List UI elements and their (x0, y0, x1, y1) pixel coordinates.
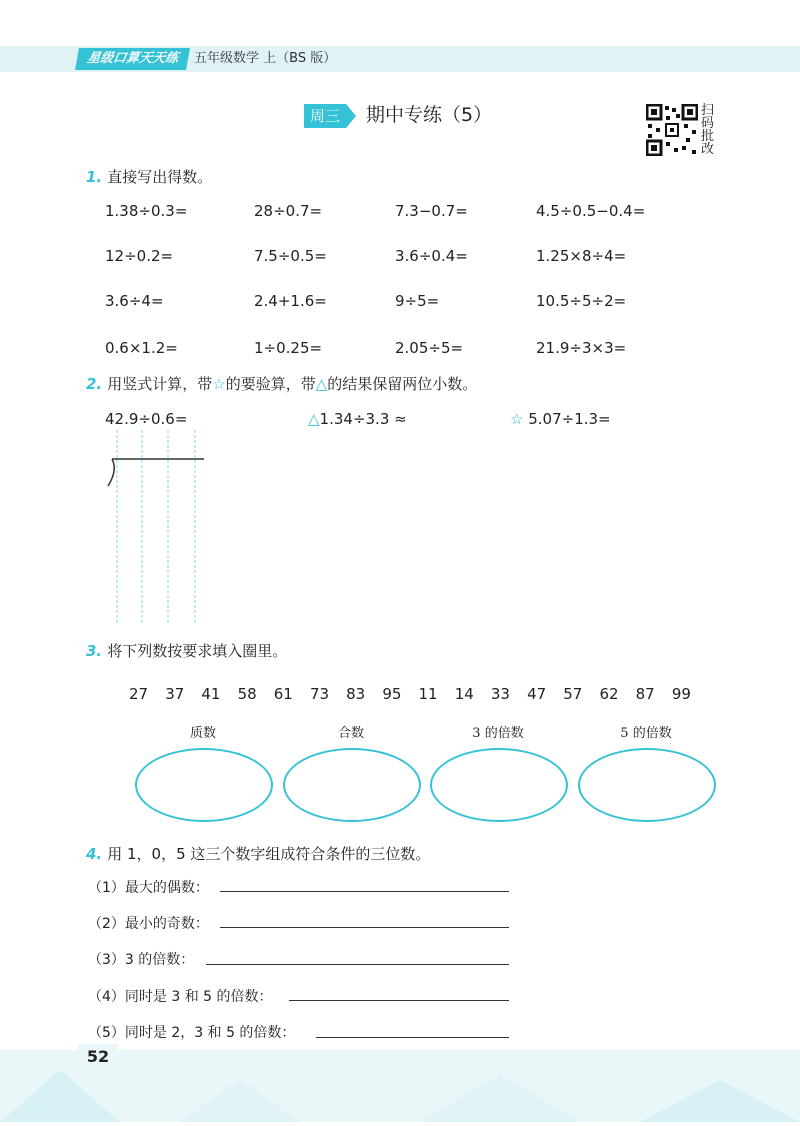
q1-cell: 2.05÷5= (395, 339, 464, 357)
q1-cell: 12÷0.2= (105, 247, 174, 265)
set-label-multiple-3: 3 的倍数 (472, 726, 524, 741)
q2-item-2-text: 1.34÷3.3 ≈ (319, 410, 407, 428)
triangle-icon: △ (308, 410, 320, 428)
answer-line[interactable] (289, 999, 509, 1001)
q1-cell: 4.5÷0.5−0.4= (536, 202, 646, 220)
page-number: 52 (78, 1044, 118, 1070)
number-item: 99 (671, 685, 691, 703)
q1-cell: 3.6÷4= (105, 292, 164, 310)
q4-number: 4. (86, 845, 103, 863)
q2-text-c: 的结果保留两位小数。 (327, 375, 478, 393)
q4-text: 用 1，0，5 这三个数字组成符合条件的三位数。 (107, 845, 431, 863)
number-item: 95 (382, 685, 402, 703)
number-item: 27 (129, 685, 149, 703)
q3-heading (86, 640, 287, 661)
q2-item-3-text: 5.07÷1.3= (528, 410, 611, 428)
number-item: 11 (418, 685, 438, 703)
oval-prime[interactable] (135, 748, 273, 822)
q1-cell: 7.3−0.7= (395, 202, 468, 220)
footer-background (0, 1050, 800, 1122)
footer-pattern (0, 1050, 800, 1122)
number-item: 58 (237, 685, 257, 703)
number-item: 87 (635, 685, 655, 703)
q1-cell: 10.5÷5÷2= (536, 292, 627, 310)
q4-item-4-label: （4）同时是 3 和 5 的倍数： (88, 989, 273, 1005)
answer-line[interactable] (220, 890, 509, 892)
q2-item-3 (510, 410, 611, 428)
day-tab: 周三 (304, 104, 346, 128)
q1-cell: 28÷0.7= (254, 202, 323, 220)
number-item: 33 (490, 685, 510, 703)
q4-item-1-label: （1）最大的偶数： (88, 880, 209, 896)
q1-text: 直接写出得数。 (107, 168, 213, 186)
number-item: 61 (273, 685, 293, 703)
q2-text-b: 的要验算，带 (225, 375, 316, 393)
scan-label: 扫码批改 (701, 103, 715, 157)
number-item: 41 (201, 685, 221, 703)
q4-item-3-label: （3）3 的倍数： (88, 952, 195, 968)
qr-code-icon[interactable] (646, 104, 698, 156)
oval-multiple-3[interactable] (430, 748, 568, 822)
q4-item-2-label: （2）最小的奇数： (88, 916, 209, 932)
day-tab-arrow (346, 104, 356, 128)
q1-cell: 21.9÷3×3= (536, 339, 627, 357)
answer-line[interactable] (206, 963, 509, 965)
number-list (129, 684, 729, 703)
answer-line[interactable] (220, 926, 509, 928)
book-title: 五年级数学 上（BS 版） (194, 51, 337, 66)
q1-cell: 0.6×1.2= (105, 339, 178, 357)
q2-text-a: 用竖式计算，带 (107, 375, 213, 393)
q1-cell: 1÷0.25= (254, 339, 323, 357)
q2-heading (86, 373, 477, 394)
q1-number: 1. (86, 168, 103, 186)
series-badge: 星级口算天天练 (75, 48, 190, 70)
q4-item-5-label: （5）同时是 2，3 和 5 的倍数： (88, 1025, 296, 1041)
q3-number: 3. (86, 642, 103, 660)
q1-cell: 1.38÷0.3= (105, 202, 188, 220)
star-icon: ☆ (510, 410, 524, 428)
q2-number: 2. (86, 375, 103, 393)
triangle-icon: △ (315, 375, 328, 393)
set-label-multiple-5: 5 的倍数 (620, 726, 672, 741)
set-label-composite: 合数 (337, 726, 364, 741)
lesson-title: 期中专练（5） (366, 104, 493, 126)
answer-line[interactable] (316, 1036, 509, 1038)
number-item: 47 (527, 685, 547, 703)
long-division-guide (100, 430, 210, 630)
q1-cell: 1.25×8÷4= (536, 247, 627, 265)
q1-cell: 3.6÷0.4= (395, 247, 468, 265)
q4-heading (86, 843, 430, 864)
q2-item-2 (308, 410, 407, 428)
set-label-prime: 质数 (189, 726, 216, 741)
q1-cell: 7.5÷0.5= (254, 247, 327, 265)
number-item: 37 (165, 685, 185, 703)
number-item: 57 (563, 685, 583, 703)
number-item: 73 (309, 685, 330, 703)
q1-cell: 2.4+1.6= (254, 292, 327, 310)
number-item: 14 (454, 685, 474, 703)
number-item: 62 (599, 685, 619, 703)
oval-multiple-5[interactable] (578, 748, 716, 822)
q1-cell: 9÷5= (395, 292, 440, 310)
q2-item-1: 42.9÷0.6= (105, 410, 188, 428)
q1-heading (86, 166, 212, 187)
oval-composite[interactable] (283, 748, 421, 822)
star-icon: ☆ (212, 375, 226, 393)
number-item: 83 (346, 685, 366, 703)
q3-text: 将下列数按要求填入圈里。 (107, 642, 288, 660)
